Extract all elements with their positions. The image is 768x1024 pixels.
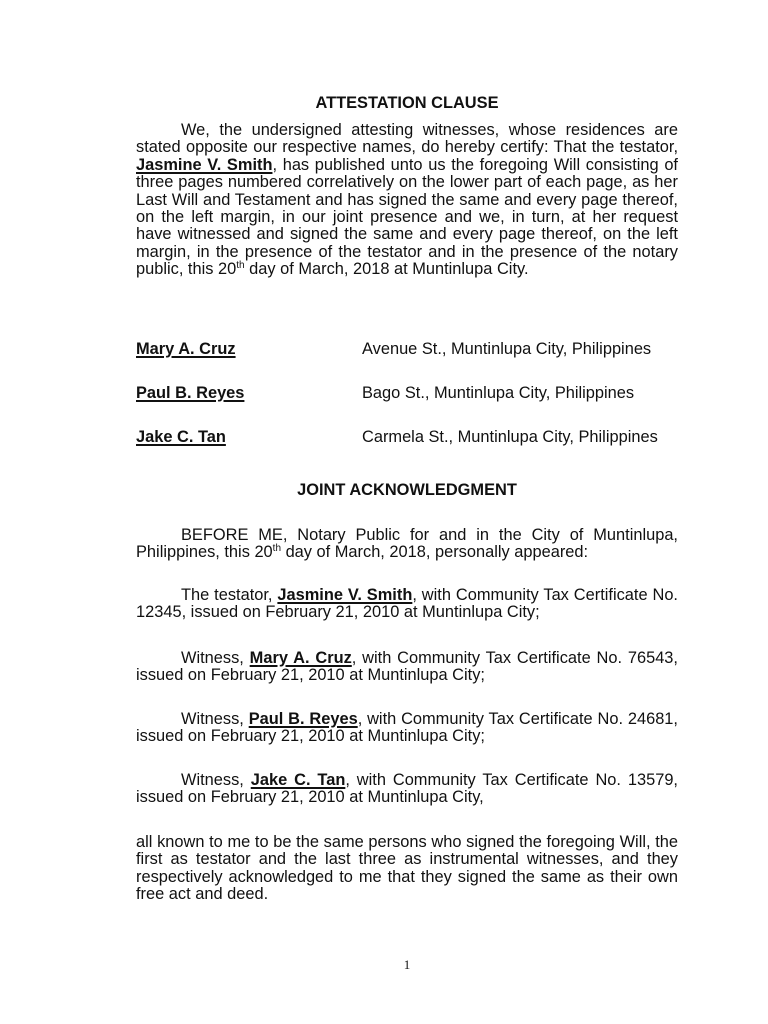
witness-address: Carmela St., Muntinlupa City, Philippines bbox=[362, 428, 658, 446]
witness-name: Paul B. Reyes bbox=[136, 384, 245, 402]
appearance-entry bbox=[136, 587, 678, 622]
entry-name: Mary A. Cruz bbox=[249, 649, 352, 667]
ordinal-suffix: th bbox=[272, 543, 282, 555]
entry-prefix: Witness, bbox=[181, 771, 251, 789]
entry-name: Jasmine V. Smith bbox=[277, 586, 413, 604]
testator-name: Jasmine V. Smith bbox=[136, 155, 273, 174]
entry-name: Jake C. Tan bbox=[250, 771, 346, 789]
entry-prefix: Witness, bbox=[181, 710, 249, 728]
document-page bbox=[136, 0, 678, 1024]
witness-address: Bago St., Muntinlupa City, Philippines bbox=[362, 384, 635, 402]
entry-name: Paul B. Reyes bbox=[248, 710, 358, 728]
witness-row bbox=[136, 341, 678, 359]
attestation-heading: ATTESTATION CLAUSE bbox=[315, 94, 499, 112]
entry-suffix: , with Community Tax Certificate No. 76543, issued on February 21, 2010 at Muntinlupa City; bbox=[136, 649, 678, 685]
entry-prefix: The testator, bbox=[181, 586, 278, 604]
ordinal-suffix: th bbox=[236, 260, 245, 272]
witness-row bbox=[136, 385, 678, 403]
closing-paragraph: all known to me to be the same persons who signed the foregoing Will, the first as testator and the last three as instrumental witnesses, and they respectively acknowledged to me that they signed the same as their own free act and deed. bbox=[136, 833, 678, 904]
attestation-text-1: We, the undersigned attesting witnesses, whose residences are stated opposite our respective names, do hereby certify: That the testator, bbox=[136, 121, 678, 157]
acknowledgment-intro bbox=[136, 527, 678, 562]
intro-text-1: BEFORE ME, Notary Public for and in the City of Muntinlupa, Philippines, this 20 bbox=[136, 526, 678, 562]
appearance-entry bbox=[136, 711, 678, 746]
entry-suffix: , with Community Tax Certificate No. 13579, issued on February 21, 2010 at Muntinlupa City, bbox=[136, 771, 678, 807]
witness-name: Mary A. Cruz bbox=[136, 340, 236, 358]
acknowledgment-heading: JOINT ACKNOWLEDGMENT bbox=[297, 481, 517, 499]
intro-text-2: day of March, 2018, personally appeared: bbox=[281, 543, 589, 562]
attestation-paragraph bbox=[136, 122, 678, 279]
entry-prefix: Witness, bbox=[181, 649, 250, 667]
witness-address: Avenue St., Muntinlupa City, Philippines bbox=[362, 340, 652, 358]
witness-row bbox=[136, 429, 678, 447]
page-number: 1 bbox=[403, 957, 411, 972]
appearance-entry bbox=[136, 650, 678, 685]
appearance-entry bbox=[136, 772, 678, 807]
attestation-text-3: day of March, 2018 at Muntinlupa City. bbox=[244, 260, 529, 279]
entry-suffix: , with Community Tax Certificate No. 12345, issued on February 21, 2010 at Muntinlupa City; bbox=[136, 586, 678, 622]
entry-suffix: , with Community Tax Certificate No. 24681, issued on February 21, 2010 at Muntinlupa City; bbox=[136, 710, 678, 746]
attestation-text-2: , has published unto us the foregoing Will consisting of three pages numbered correlatively on the lower part of each page, as her Last Will and Testament and has signed the same and every page thereof, on the left margin, in our joint presence and we, in turn, at her request have witnessed and signed the same and every page thereof, on the left margin, in the presence of the testator and in the presence of the notary public, this 20 bbox=[136, 155, 678, 279]
witness-name: Jake C. Tan bbox=[136, 428, 226, 446]
